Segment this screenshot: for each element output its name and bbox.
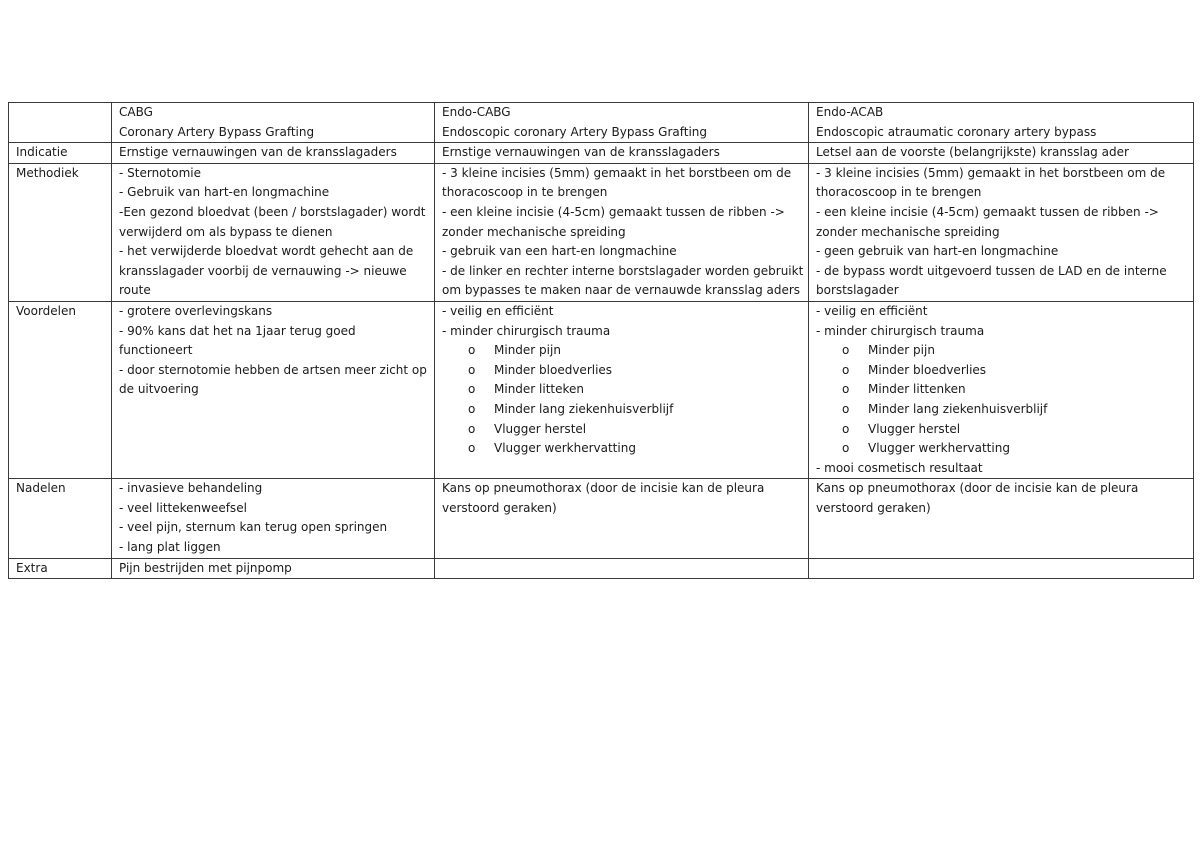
bullet-icon: o [468, 362, 476, 377]
cell-text: - een kleine incisie (4-5cm) gemaakt tussen de ribben -> zonder mechanische spreiding [442, 204, 785, 239]
header-cell-endo-cabg [435, 103, 809, 143]
cell-text: - veel littekenweefsel [119, 500, 247, 515]
row-label: Extra [9, 558, 112, 579]
bullet-item [816, 420, 1189, 440]
header-row [9, 103, 1194, 143]
bullet-item [442, 439, 804, 459]
bullet-icon: o [842, 441, 850, 456]
cell-text: - Gebruik van hart-en longmachine [119, 185, 330, 200]
cell-endo-cabg [435, 163, 809, 301]
cell-text: - veel pijn, sternum kan terug open springen [119, 520, 388, 535]
cell-text: - 3 kleine incisies (5mm) gemaakt in het borstbeen om de thoracoscoop in te brengen [816, 165, 1166, 200]
cell-text: - lang plat liggen [119, 540, 221, 555]
cell-text: - minder chirurgisch trauma [442, 323, 611, 338]
bullet-text: Vlugger werkhervatting [868, 441, 1010, 456]
cell-text: - veilig en efficiënt [442, 303, 554, 318]
cell-cabg [112, 558, 435, 579]
row-nadelen [9, 479, 1194, 558]
bullet-icon: o [468, 382, 476, 397]
cell-text: Kans op pneumothorax (door de incisie kan de pleura verstoord geraken) [442, 481, 765, 515]
bullet-icon: o [842, 382, 850, 397]
header-endo-acab-abbr: Endo-ACAB [816, 105, 884, 119]
cell-text: - 3 kleine incisies (5mm) gemaakt in het borstbeen om de thoracoscoop in te brengen [442, 165, 792, 200]
document-page [8, 102, 1193, 579]
row-label: Indicatie [9, 143, 112, 164]
bullet-item [442, 380, 804, 400]
cell-text: - de linker en rechter interne borstslagader worden gebruikt om bypasses te maken naar de vernauwde kransslag aders [442, 263, 804, 298]
cell-text: - het verwijderde bloedvat wordt gehecht aan de kransslagader voorbij de vernauwing -> nieuwe route [119, 244, 414, 298]
bullet-item [816, 361, 1189, 381]
bullet-text: Minder bloedverlies [494, 362, 613, 377]
cell-text: - geen gebruik van hart-en longmachine [816, 244, 1059, 259]
cell-endo-cabg [435, 558, 809, 579]
header-endo-acab-full: Endoscopic atraumatic coronary artery bypass [816, 124, 1097, 139]
bullet-item [816, 341, 1189, 361]
bullet-icon: o [468, 343, 476, 358]
bullet-text: Vlugger herstel [494, 421, 587, 436]
cell-text: Ernstige vernauwingen van de kransslagaders [442, 145, 720, 160]
header-endo-cabg-full: Endoscopic coronary Artery Bypass Grafting [442, 124, 708, 139]
cell-endo-cabg [435, 479, 809, 558]
cell-cabg [112, 479, 435, 558]
bullet-text: Minder pijn [868, 343, 935, 358]
cell-text: Kans op pneumothorax (door de incisie kan de pleura verstoord geraken) [816, 481, 1139, 515]
cell-text: - een kleine incisie (4-5cm) gemaakt tussen de ribben -> zonder mechanische spreiding [816, 204, 1159, 239]
cell-text: - door sternotomie hebben de artsen meer zicht op de uitvoering [119, 362, 427, 397]
cell-endo-acab [809, 558, 1194, 579]
bullet-item [442, 400, 804, 420]
bullet-icon: o [468, 401, 476, 416]
cell-endo-cabg [435, 143, 809, 164]
row-extra [9, 558, 1194, 579]
cell-endo-cabg [435, 301, 809, 478]
bullet-icon: o [468, 441, 476, 456]
bullet-text: Minder bloedverlies [868, 362, 987, 377]
comparison-table [8, 102, 1194, 579]
cell-text: - mooi cosmetisch resultaat [816, 460, 983, 475]
bullet-icon: o [842, 421, 850, 436]
header-endo-cabg-abbr: Endo-CABG [442, 105, 511, 119]
cell-text: - de bypass wordt uitgevoerd tussen de LAD en de interne borstslagader [816, 263, 1167, 298]
cell-text: - 90% kans dat het na 1jaar terug goed functioneert [119, 323, 356, 358]
bullet-text: Vlugger werkhervatting [494, 441, 636, 456]
row-label: Voordelen [9, 301, 112, 478]
cell-endo-acab [809, 163, 1194, 301]
header-cell-endo-acab [809, 103, 1194, 143]
bullet-text: Minder littenken [868, 382, 966, 397]
bullet-text: Minder lang ziekenhuisverblijf [868, 401, 1048, 416]
bullet-item [442, 420, 804, 440]
cell-cabg [112, 143, 435, 164]
bullet-text: Vlugger herstel [868, 421, 961, 436]
cell-text: - gebruik van een hart-en longmachine [442, 244, 677, 259]
cell-text: - minder chirurgisch trauma [816, 323, 985, 338]
bullet-text: Minder lang ziekenhuisverblijf [494, 401, 674, 416]
cell-cabg [112, 163, 435, 301]
cell-text: Pijn bestrijden met pijnpomp [119, 560, 292, 575]
bullet-item [442, 341, 804, 361]
cell-text: - invasieve behandeling [119, 481, 263, 496]
bullet-icon: o [842, 401, 850, 416]
bullet-text: Minder litteken [494, 382, 585, 397]
header-cabg-full: Coronary Artery Bypass Grafting [119, 124, 315, 139]
bullet-icon: o [468, 421, 476, 436]
row-voordelen [9, 301, 1194, 478]
bullet-item [816, 380, 1189, 400]
bullet-icon: o [842, 362, 850, 377]
row-methodiek [9, 163, 1194, 301]
bullet-item [442, 361, 804, 381]
bullet-text: Minder pijn [494, 343, 561, 358]
row-label: Methodiek [9, 163, 112, 301]
cell-text: - Sternotomie [119, 165, 201, 180]
cell-endo-acab [809, 301, 1194, 478]
cell-text: Letsel aan de voorste (belangrijkste) kransslag ader [816, 145, 1129, 160]
cell-text: - veilig en efficiënt [816, 303, 928, 318]
cell-endo-acab [809, 479, 1194, 558]
header-cell-cabg [112, 103, 435, 143]
row-indicatie [9, 143, 1194, 164]
bullet-item [816, 439, 1189, 459]
row-label: Nadelen [9, 479, 112, 558]
bullet-item [816, 400, 1189, 420]
header-empty-cell [9, 103, 112, 143]
cell-text: Ernstige vernauwingen van de kransslagaders [119, 145, 397, 160]
cell-cabg [112, 301, 435, 478]
bullet-icon: o [842, 343, 850, 358]
cell-text: -Een gezond bloedvat (been / borstslagader) wordt verwijderd om als bypass te dienen [119, 204, 426, 239]
cell-endo-acab [809, 143, 1194, 164]
cell-text: - grotere overlevingskans [119, 303, 273, 318]
header-cabg-abbr: CABG [119, 105, 153, 119]
